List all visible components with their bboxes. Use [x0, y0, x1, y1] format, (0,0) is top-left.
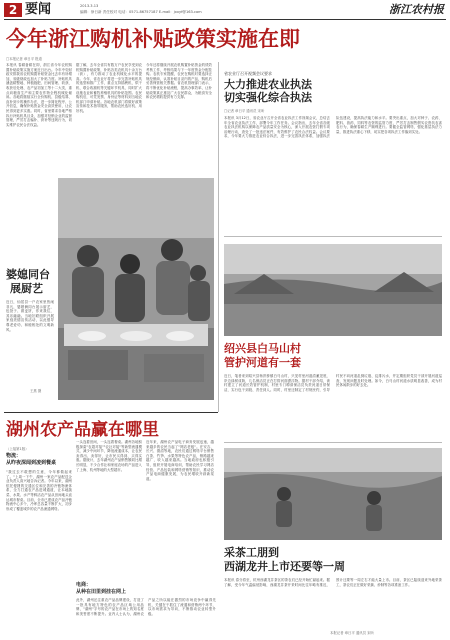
paper-name [389, 3, 444, 17]
photo-caption: 近日，仙居县一户农家里热闹非凡，婆媳俩同台展示厨艺，包饺子、做麦饼，你来我往，其乐融融。当地妇联组织开展家庭美德宣传活动，以此倡导尊老爱幼、和睦相处的文明新风。 [6, 300, 54, 332]
subhead-logistics-kicker: 物流： [6, 453, 22, 459]
subhead-logistics-text: 从昨夜深闻到凌到餐桌 [6, 459, 57, 466]
lead-article-col2: 据了解，去年全省共有数万户农民享受到农机购置补贴政策，补贴各类农机具十余万台（套），有力推动了农业机械化水平的提高。今年，省农业厅将进一步完善补贴机具的选型和推广工作，重点支持插秧机、烘干机、联合收割机等关键环节机具，同时扩大设施农业和畜牧养殖机具的补贴范围。农民购机后，可凭发票、身份证等材料到当地农机部门申请补贴。各地农机部门将做好政策宣传和技术指导服务，帮助农民选好机、用好机。 [76, 63, 142, 113]
masthead-meta: 编辑：徐日新 责任校对 电话：0571-86757187 E-mail：jxxyf@163.com [80, 10, 202, 14]
right-bottom-title-line2: 西湖龙井上市还要等一周 [224, 560, 345, 573]
right-bottom-photo-graphic [224, 448, 442, 540]
subhead-ecommerce [76, 582, 216, 595]
right-bottom-photo [224, 448, 442, 540]
masthead-rule [4, 19, 446, 20]
subhead-ecommerce-text: 从种在田里到挂在网上 [76, 588, 127, 595]
bottom-col2: 一头连着田间，一头连着餐桌。湖州各地积极探索"农超对接""农社对接"等新型流通模式，减少中间环节，降低流通成本，让农民卖得出、卖得好，让市民买得到、买得实惠。据统计，去年湖州农产品销售额同比增长明显，不少合作社和家庭农场的产品进入了上海、杭州等地的大型超市。 [76, 440, 142, 472]
lead-headline: 今年浙江购机补贴政策实施在即 [6, 26, 300, 51]
right-top-title-line1: 大力推进农业执法 [224, 78, 312, 91]
lead-article-col3: 今年还将继续开展农机购置补贴资金的绩效考核工作，考核结果与下一年度资金分配挂钩。农机专家提醒，农民在购机时要选择正规经销商，认准补贴目录内的产品，购机后妥善保管相关票据。省农机管理部门表示，将不断优化补贴流程，提高办事效率，让补贴政策真正惠及广大农民群众，为粮食安全和农民增收提供有力支撑。 [146, 63, 212, 100]
bottom-section-title: 湖州农产品赢在哪里 [6, 420, 159, 440]
right-top-kicker: 省农业厅召开视频会议要求 [224, 71, 272, 76]
right-mid-rule [224, 236, 442, 237]
right-mid-body: 近日，笔者来到绍兴县杨汛桥镇白马山村，只见村里河道清澈见底，岸边绿树成荫，几名保洁员正在打捞河面漂浮物。据村干部介绍，该村建立了河道长效管护机制，村里专门聘请保洁员负责河道日常保洁，实行包干到段、责任到人。同时，村里还制定了村规民约，引导村民不向河道乱倒垃圾、乱排污水，并定期组织党员干部开展河道巡查，发现问题及时处理。如今，白马山村河道水质明显改善，成为村民休闲散步的好去处。 [224, 374, 442, 392]
feature-photo [58, 178, 214, 400]
bottom-col4: 此外，湖州还注重农产品品牌建设，打造了一批具有地方特色的农产品区域公用品牌，"湖州"字号的农产品在市场上的知名度和美誉度不断提升。业内人士认为，湖州农产品之所以能在激烈的市场竞争中赢得先机，关键在于抓住了流通和营销两个环节，以市场需求为导向，不断推动农业转型升级。 [76, 598, 216, 616]
bottom-section-continued: （上接第1版） [6, 447, 29, 451]
right-mid-photo-graphic [224, 244, 442, 336]
right-mid-title-line2: 管护河道有一套 [224, 356, 301, 369]
right-top-title-line2: 切实强化综合执法 [224, 91, 312, 104]
right-bottom-rule [224, 442, 442, 443]
right-top-byline: □记者 章日平 通讯员 宋昕 [224, 109, 265, 113]
bottom-section-rule [4, 412, 218, 413]
right-bottom-credit: 本报记者 章日平 通讯员 宋昕 [330, 631, 374, 635]
photo-feature-title-line2: 展厨艺 [10, 282, 43, 295]
paper-name-text: 浙江农村报 [389, 3, 444, 16]
bottom-col1: "我过去不敢想的生意，今年都做起来了。"上周一下午，湖州一家农产品配送企业负责人高兴地告诉记者。今年以来，湖州依托便捷的交通区位和完善的冷链物流体系，全力打通农产品进城通道，让本地蔬菜、水果、水产等鲜活农产品从田间地头直达城市餐桌。目前，全市已建成农产品冷链物流中心多个，冷库总容量不断扩大，初步形成了覆盖城乡的农产品流通网络。 [6, 470, 72, 511]
photo-feature-title-line1: 婆媳同台 [6, 268, 50, 281]
page-number: 2 [4, 3, 22, 17]
photo-credit: 王燕 摄 [30, 389, 42, 393]
bottom-col3: 近年来，湖州农产品电子商务发展迅速，越来越多的农民当起了"网店老板"。在安吉、长兴、德清等地，农民们通过网络平台销售白茶、竹笋、水果等特色农产品，销路越来越广，收入越来越高。当地政府也积极引导，组织开展电商培训，帮助农民学习网店经营、产品包装和网络营销等知识，推动农产品电商健康发展，为农民增收开辟新渠道。 [146, 440, 214, 481]
right-bottom-body: 本报讯 春分将至，杭州西湖龙井茶区的茶农们已经开始忙碌起来。据了解，受今年气温偏低影响，西湖龙井茶开采时间比往年略有推迟，预计还要等一周左右才能大量上市。目前，茶区已陆续迎来外地采茶工，茶农们正在做好采摘、炒制等各项准备工作。 [224, 578, 442, 587]
lead-byline: □本报记者 章日平 报道 [6, 57, 42, 61]
section-name: 要闻 [25, 2, 52, 17]
issue-date: 2013.3.13 [80, 4, 99, 8]
feature-photo-graphic [58, 178, 214, 400]
right-top-body: 本报讯 3月12日，省农业厅召开全省农业执法工作视频会议，总结去年全省农业执法工作，部署今年工作任务。会议指出，去年全省各级农业执法机构以保障农产品质量安全为核心，深入开展农资打假专项治理行动，查处了一批违法案件，有效维护了农民合法权益。会议要求，今年要大力推进农业综合执法，进一步完善执法体系，加强执法队伍建设，提高执法能力和水平。要突出重点，加大对种子、农药、肥料、兽药、饲料等农资的监管力度，严厉打击制售假劣农资坑农害农行为，确保春耕生产顺利进行。要健全监管网络，强化基层执法力量，推进执法重心下移，切实把各项执法工作落到实处。 [224, 116, 442, 139]
subhead-logistics [6, 453, 72, 466]
right-column-divider [218, 62, 219, 412]
right-bottom-title-line1: 采茶工朋到 [224, 546, 279, 559]
right-mid-photo [224, 244, 442, 336]
right-mid-title-line1: 绍兴县白马山村 [224, 342, 301, 355]
subhead-ecommerce-kicker: 电商： [76, 582, 92, 588]
lead-article-col1: 本报讯 春耕备耕在即，浙江省今年农机购置补贴政策实施方案近日出台。今年中央财政安排我省农机购置补贴资金比去年有所增加，省级财政也加大了补贴力度。补贴机具涵盖耕整地、种植施肥、田间管理、收获、收获后处理、农产品初加工等十二大类，重点向粮食生产和主要农作物全程机械化倾斜。各地将继续实行全价购机、县级结算、直补到卡的操作办法，进一步简化程序、公开信息，确保补贴资金安全高效使用，让农民得到更多实惠。同时，省里要求各地严格执行补贴机具目录，加强对经销企业的监督管理，严厉打击骗补、套补等违规行为，切实维护农民合法权益。 [6, 63, 72, 127]
